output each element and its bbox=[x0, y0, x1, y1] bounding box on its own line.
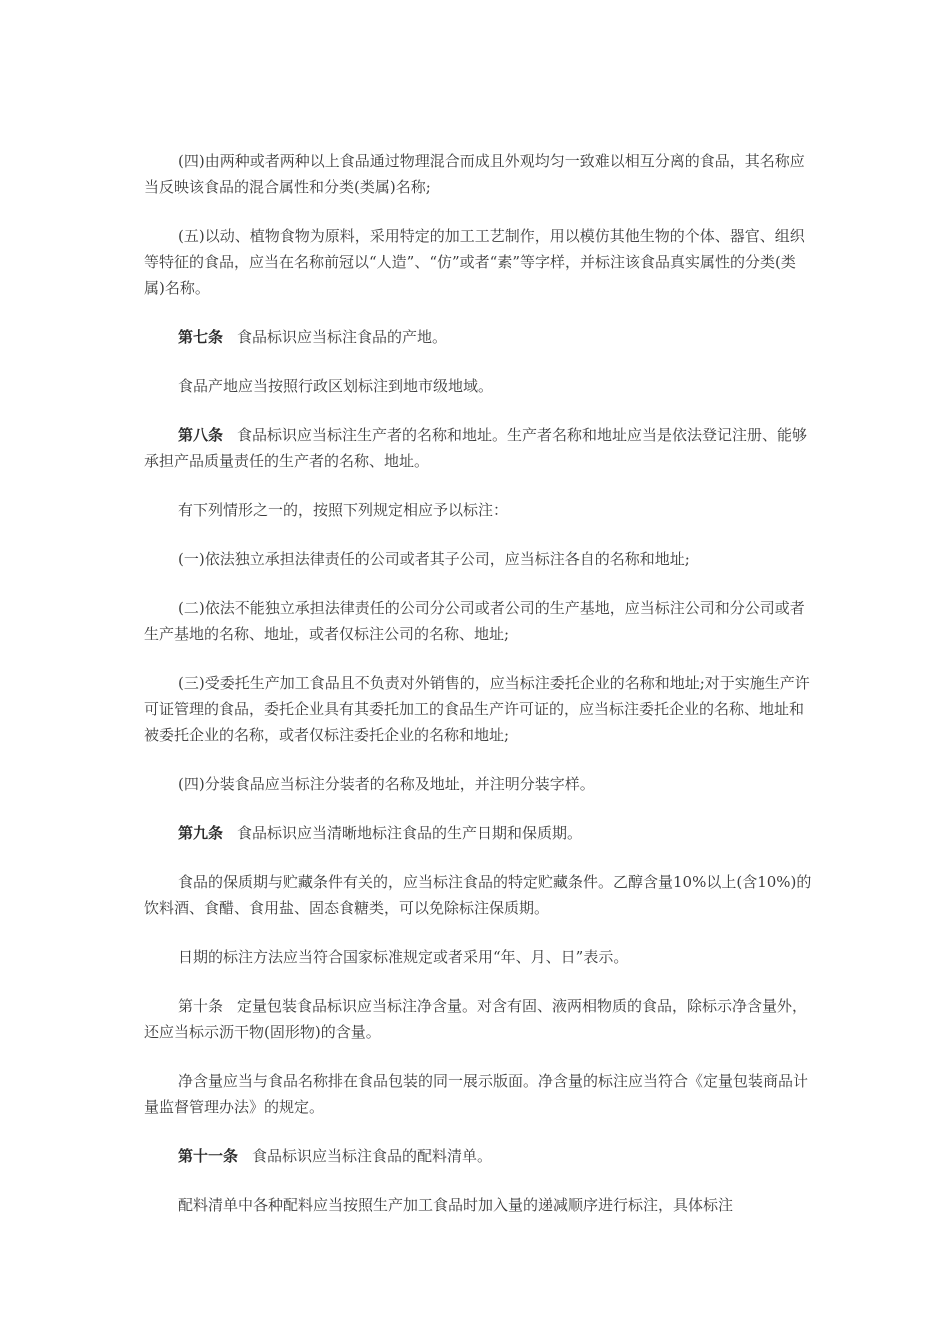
article-number: 第九条 bbox=[178, 824, 224, 842]
paragraph bbox=[144, 1068, 812, 1120]
paragraph bbox=[144, 223, 812, 301]
paragraph bbox=[144, 546, 812, 572]
paragraph bbox=[144, 1192, 812, 1218]
article-paragraph bbox=[144, 820, 812, 846]
article-paragraph bbox=[144, 1143, 812, 1169]
paragraph bbox=[144, 595, 812, 647]
paragraph-text: 定量包装食品标识应当标注净含量。对含有固、液两相物质的食品，除标示净含量外，还应当标示沥干物(固形物)的含量。 bbox=[144, 997, 808, 1041]
paragraph bbox=[144, 497, 812, 523]
paragraph bbox=[144, 944, 812, 970]
paragraph-text: 食品产地应当按照行政区划标注到地市级地域。 bbox=[178, 377, 494, 395]
document-body bbox=[144, 148, 812, 1241]
paragraph bbox=[144, 373, 812, 399]
paragraph-text: (四)分装食品应当标注分装者的名称及地址，并注明分装字样。 bbox=[178, 775, 595, 793]
paragraph-text: (四)由两种或者两种以上食品通过物理混合而成且外观均匀一致难以相互分离的食品，其名称应当反映该食品的混合属性和分类(类属)名称; bbox=[144, 152, 805, 196]
article-paragraph bbox=[144, 993, 812, 1045]
article-paragraph bbox=[144, 422, 812, 474]
article-number: 第七条 bbox=[178, 328, 224, 346]
paragraph-text: 食品标识应当标注食品的配料清单。 bbox=[252, 1147, 493, 1165]
paragraph-text: 有下列情形之一的，按照下列规定相应予以标注： bbox=[178, 501, 509, 519]
paragraph-text: 食品的保质期与贮藏条件有关的，应当标注食品的特定贮藏条件。乙醇含量10%以上(含10%)的饮料酒、食醋、食用盐、固态食糖类，可以免除标注保质期。 bbox=[144, 873, 812, 917]
paragraph-text: 配料清单中各种配料应当按照生产加工食品时加入量的递减顺序进行标注，具体标注 bbox=[178, 1196, 734, 1214]
paragraph-text: (三)受委托生产加工食品且不负责对外销售的，应当标注委托企业的名称和地址;对于实施生产许可证管理的食品，委托企业具有其委托加工的食品生产许可证的，应当标注委托企业的名称、地址和被委托企业的名称，或者仅标注委托企业的名称和地址; bbox=[144, 674, 810, 744]
paragraph bbox=[144, 148, 812, 200]
paragraph-text: 日期的标注方法应当符合国家标准规定或者采用“年、月、日”表示。 bbox=[178, 948, 629, 966]
paragraph-text: 食品标识应当标注生产者的名称和地址。生产者名称和地址应当是依法登记注册、能够承担产品质量责任的生产者的名称、地址。 bbox=[144, 426, 808, 470]
paragraph-text: (一)依法独立承担法律责任的公司或者其子公司，应当标注各自的名称和地址; bbox=[178, 550, 690, 568]
article-number: 第十条 bbox=[178, 997, 224, 1015]
paragraph-text: 食品标识应当标注食品的产地。 bbox=[237, 328, 448, 346]
paragraph bbox=[144, 771, 812, 797]
article-paragraph bbox=[144, 324, 812, 350]
paragraph-text: (二)依法不能独立承担法律责任的公司分公司或者公司的生产基地，应当标注公司和分公司或者生产基地的名称、地址，或者仅标注公司的名称、地址; bbox=[144, 599, 805, 643]
article-number: 第十一条 bbox=[178, 1147, 239, 1165]
paragraph-text: (五)以动、植物食物为原料，采用特定的加工工艺制作，用以模仿其他生物的个体、器官、组织等特征的食品，应当在名称前冠以“人造”、“仿”或者“素”等字样，并标注该食品真实属性的分类(类属)名称。 bbox=[144, 227, 805, 297]
paragraph-text: 食品标识应当清晰地标注食品的生产日期和保质期。 bbox=[237, 824, 583, 842]
article-number: 第八条 bbox=[178, 426, 224, 444]
paragraph-text: 净含量应当与食品名称排在食品包装的同一展示版面。净含量的标注应当符合《定量包装商品计量监督管理办法》的规定。 bbox=[144, 1072, 809, 1116]
paragraph bbox=[144, 670, 812, 748]
paragraph bbox=[144, 869, 812, 921]
